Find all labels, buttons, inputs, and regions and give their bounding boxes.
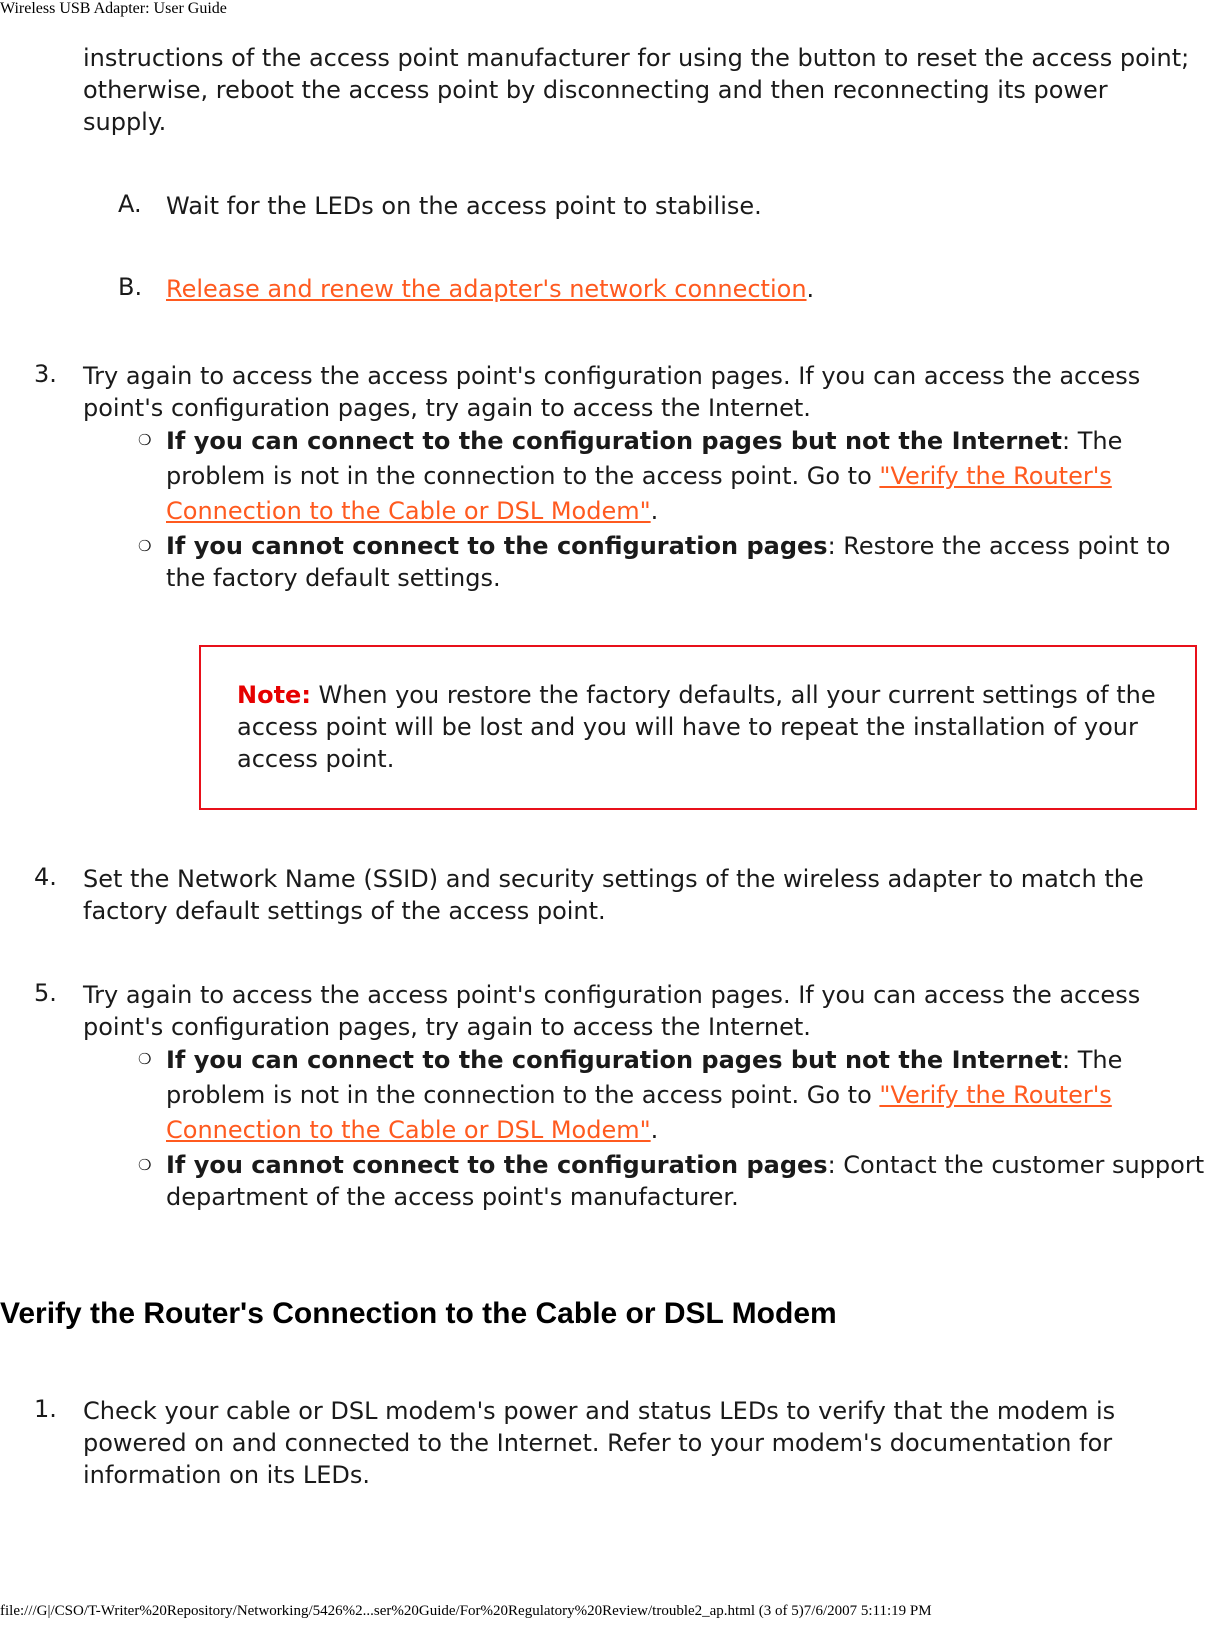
step-marker-3: 3. — [34, 360, 57, 388]
note-body: When you restore the factory defaults, all your current settings of the access point will be lost and you will have to repeat the installation of your access point. — [237, 681, 1156, 773]
sub-step-b — [166, 273, 1166, 305]
note-label: Note: — [237, 681, 311, 709]
bullet-bold-label: If you cannot connect to the configuration pages — [166, 1151, 828, 1179]
step-marker-4: 4. — [34, 863, 57, 891]
hollow-circle-bullet-icon: ❍ — [138, 1156, 152, 1174]
release-renew-link[interactable]: Release and renew the adapter's network connection — [166, 275, 807, 303]
bullet-text: : The problem is not in the connection to the access point. Go to — [166, 427, 1123, 490]
section-step-marker-1: 1. — [34, 1395, 57, 1423]
step-marker-5: 5. — [34, 979, 57, 1007]
section-step-1-text: Check your cable or DSL modem's power and status LEDs to verify that the modem is powered on and connected to the Internet. Refer to your modem's documentation for information on its LEDs. — [83, 1397, 1116, 1489]
bullet-bold-label: If you can connect to the configuration pages but not the Internet — [166, 1046, 1063, 1074]
note-text — [237, 679, 1167, 775]
sub-step-a-text: Wait for the LEDs on the access point to stabilise. — [166, 192, 762, 220]
section-heading: Verify the Router's Connection to the Cable or DSL Modem — [0, 1297, 837, 1330]
step3-text: Try again to access the access point's configuration pages. If you can access the access point's configuration pages, try again to access the Internet. — [83, 362, 1141, 422]
verify-router-connection-link[interactable]: "Verify the Router's Connection to the Cable or DSL Modem" — [166, 462, 1112, 525]
step3-bullet-2 — [166, 530, 1196, 594]
sub-step-b-suffix: . — [806, 275, 815, 303]
note-box — [199, 645, 1197, 810]
bullet-suffix: . — [650, 497, 659, 525]
step-marker-a: A. — [118, 190, 142, 218]
bullet-text: : The problem is not in the connection to the access point. Go to — [166, 1046, 1123, 1109]
hollow-circle-bullet-icon: ❍ — [138, 431, 152, 449]
verify-router-connection-link[interactable]: "Verify the Router's Connection to the Cable or DSL Modem" — [166, 1081, 1112, 1144]
step5-text: Try again to access the access point's configuration pages. If you can access the access point's configuration pages, try again to access the Internet. — [83, 981, 1141, 1041]
page-footer-path: file:///G|/CSO/T-Writer%20Repository/Networking/5426%2...ser%20Guide/For%20Regulatory%20Review/trouble2_ap.html (3 of 5)7/6/2007 5:11:19 PM — [0, 1603, 932, 1619]
step4-text: Set the Network Name (SSID) and security settings of the wireless adapter to match the factory default settings of the access point. — [83, 865, 1144, 925]
step5-bullet-1 — [166, 1043, 1196, 1148]
hollow-circle-bullet-icon: ❍ — [138, 1050, 152, 1068]
bullet-text: : Restore the access point to the factory default settings. — [166, 532, 1171, 592]
step3-bullet-1 — [166, 424, 1196, 529]
page-header-title: Wireless USB Adapter: User Guide — [0, 0, 227, 17]
step-marker-b: B. — [118, 273, 143, 301]
step5-bullet-2 — [166, 1149, 1218, 1213]
bullet-text: : Contact the customer support department of the access point's manufacturer. — [166, 1151, 1205, 1211]
intro-paragraph: instructions of the access point manufacturer for using the button to reset the access point; otherwise, reboot the access point by disconnecting and then reconnecting its power supply. — [83, 44, 1190, 136]
bullet-suffix: . — [650, 1116, 659, 1144]
hollow-circle-bullet-icon: ❍ — [138, 537, 152, 555]
bullet-bold-label: If you can connect to the configuration pages but not the Internet — [166, 427, 1063, 455]
bullet-bold-label: If you cannot connect to the configuration pages — [166, 532, 828, 560]
